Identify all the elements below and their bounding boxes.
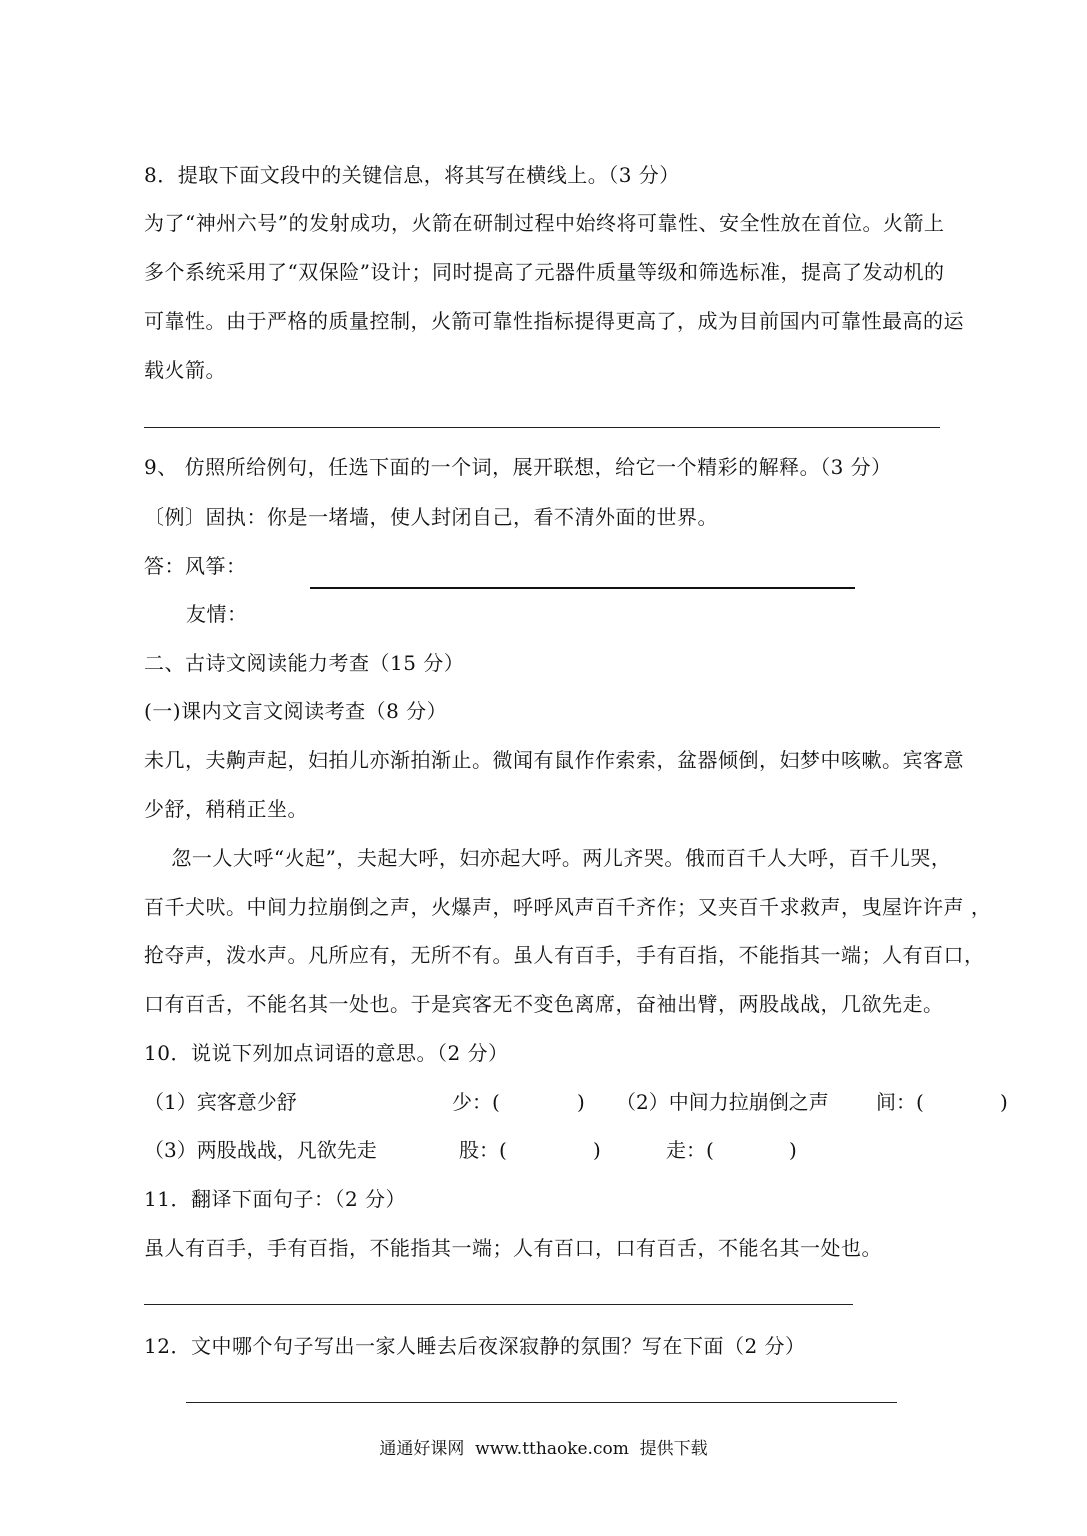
q10-item-2: （2）中间力拉崩倒之声 [616, 1090, 829, 1114]
q8-passage-line-4: 载火箭。 [144, 358, 226, 382]
q9-title: 9、 仿照所给例句，任选下面的一个词，展开联想，给它一个精彩的解释。（3 分） [144, 455, 892, 479]
q10-item-2-blank-open[interactable]: 间：( [876, 1090, 924, 1114]
q11-answer-line[interactable] [144, 1304, 853, 1305]
q10-item-4-blank-close: ) [789, 1138, 797, 1162]
q9-friendship-label: 友情： [186, 602, 248, 626]
q10-item-1-blank-open[interactable]: 少：( [452, 1090, 500, 1114]
q10-title: 10．说说下列加点词语的意思。（2 分） [144, 1041, 509, 1065]
q10-row-1 [0, 1089, 1087, 1115]
q9-answer-label: 答：风筝： [144, 554, 247, 578]
q9-answer-line[interactable] [310, 587, 855, 589]
q12-answer-line[interactable] [186, 1402, 897, 1403]
q10-item-2-blank-close: ) [1000, 1090, 1008, 1114]
passage-line-2: 少舒，稍稍正坐。 [144, 797, 308, 821]
footer-source: 通通好课网 www.tthaoke.com 提供下载 [379, 1439, 708, 1459]
q11-sentence: 虽人有百手，手有百指，不能指其一端；人有百口，口有百舌，不能名其一处也。 [144, 1236, 882, 1260]
passage-line-5: 抢夺声，泼水声。凡所应有，无所不有。虽人有百手，手有百指，不能指其一端；人有百口， [144, 943, 985, 967]
q10-item-1: （1）宾客意少舒 [144, 1090, 297, 1114]
passage-line-1: 未几，夫齁声起，妇拍儿亦渐拍渐止。微闻有鼠作作索索，盆器倾倒，妇梦中咳嗽。宾客意 [144, 748, 964, 772]
q10-item-4-blank-open[interactable]: 走：( [666, 1138, 714, 1162]
q12-title: 12．文中哪个句子写出一家人睡去后夜深寂静的氛围？写在下面（2 分） [144, 1334, 806, 1358]
passage-line-4: 百千犬吠。中间力拉崩倒之声，火爆声，呼呼风声百千齐作；又夹百千求救声，曳屋许许声 ， [144, 895, 992, 919]
q10-item-3: （3）两股战战，凡欲先走 [144, 1138, 377, 1162]
q8-answer-line[interactable] [144, 427, 940, 428]
q10-row-2 [0, 1137, 1087, 1163]
q11-title: 11．翻译下面句子：（2 分） [144, 1187, 407, 1211]
q8-passage-line-2: 多个系统采用了“双保险”设计；同时提高了元器件质量等级和筛选标准，提高了发动机的 [144, 260, 945, 284]
q10-item-1-blank-close: ) [577, 1090, 585, 1114]
q8-passage-line-1: 为了“神州六号”的发射成功，火箭在研制过程中始终将可靠性、安全性放在首位。火箭上 [144, 211, 945, 235]
section2-title: 二、古诗文阅读能力考查（15 分） [144, 651, 465, 675]
q10-item-3-blank-close: ) [593, 1138, 601, 1162]
section2-sub1: (一)课内文言文阅读考查（8 分） [144, 699, 448, 723]
passage-line-3: 忽一人大呼“火起”，夫起大呼，妇亦起大呼。两儿齐哭。俄而百千人大呼，百千儿哭， [144, 846, 952, 870]
q9-example: 〔例〕固执：你是一堵墙，使人封闭自己，看不清外面的世界。 [144, 505, 718, 529]
q8-title: 8．提取下面文段中的关键信息，将其写在横线上。（3 分） [144, 163, 680, 187]
passage-line-6: 口有百舌，不能名其一处也。于是宾客无不变色离席，奋袖出臂，两股战战，几欲先走。 [144, 992, 944, 1016]
q8-passage-line-3: 可靠性。由于严格的质量控制，火箭可靠性指标提得更高了，成为目前国内可靠性最高的运 [144, 309, 964, 333]
q10-item-3-blank-open[interactable]: 股：( [459, 1138, 507, 1162]
